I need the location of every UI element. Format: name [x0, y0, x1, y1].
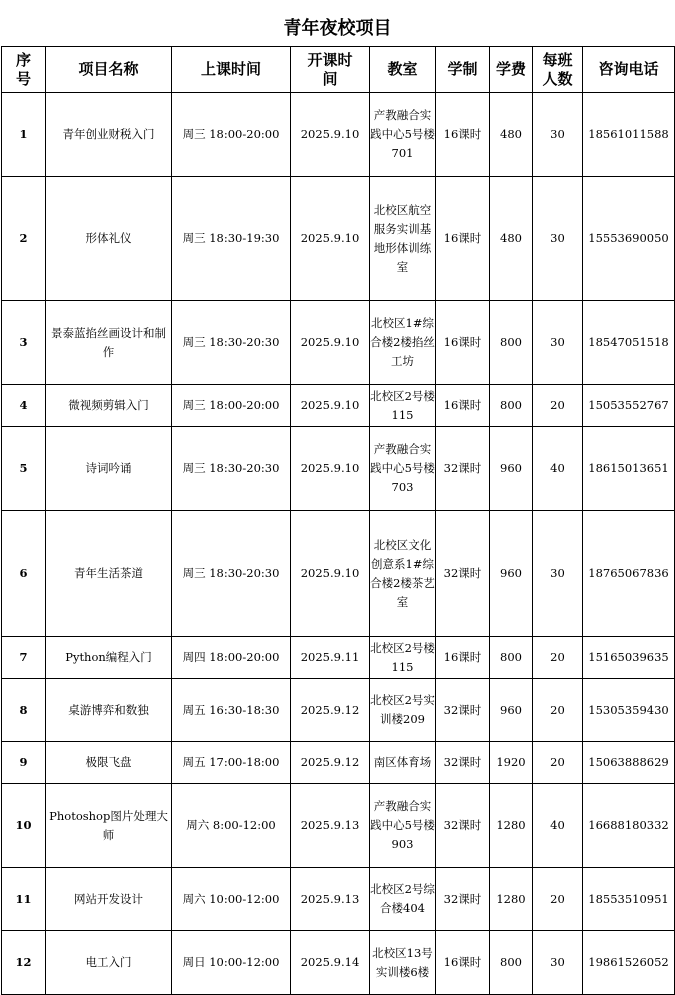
row-number: 3	[2, 301, 46, 385]
contact-phone: 15165039635	[583, 637, 675, 679]
classroom: 北校区文化创意系1#综合楼2楼茶艺室	[370, 511, 436, 637]
contact-phone: 18561011588	[583, 93, 675, 177]
class-size: 20	[533, 385, 583, 427]
tuition-fee: 800	[490, 931, 533, 995]
contact-phone: 15063888629	[583, 742, 675, 784]
classroom: 北校区2号楼115	[370, 385, 436, 427]
course-name: 诗词吟诵	[46, 427, 172, 511]
header-no: 序号	[2, 47, 46, 93]
start-date: 2025.9.14	[291, 931, 370, 995]
row-number: 6	[2, 511, 46, 637]
start-date: 2025.9.10	[291, 385, 370, 427]
classroom: 产教融合实践中心5号楼903	[370, 784, 436, 868]
course-hours: 32课时	[436, 679, 490, 742]
classroom: 北校区1#综合楼2楼掐丝工坊	[370, 301, 436, 385]
course-name: 桌游博弈和数独	[46, 679, 172, 742]
course-hours: 16课时	[436, 93, 490, 177]
row-number: 12	[2, 931, 46, 995]
course-name: 极限飞盘	[46, 742, 172, 784]
class-size: 20	[533, 679, 583, 742]
course-name: 电工入门	[46, 931, 172, 995]
tuition-fee: 960	[490, 511, 533, 637]
class-size: 40	[533, 427, 583, 511]
class-size: 30	[533, 931, 583, 995]
class-size: 20	[533, 742, 583, 784]
start-date: 2025.9.10	[291, 511, 370, 637]
table-row	[2, 784, 675, 868]
contact-phone: 18553510951	[583, 868, 675, 931]
table-row	[2, 511, 675, 637]
classroom: 北校区2号楼115	[370, 637, 436, 679]
class-time: 周三 18:00-20:00	[172, 93, 291, 177]
row-number: 1	[2, 93, 46, 177]
classroom: 产教融合实践中心5号楼703	[370, 427, 436, 511]
class-time: 周六 8:00-12:00	[172, 784, 291, 868]
tuition-fee: 1280	[490, 784, 533, 868]
course-name: 青年生活茶道	[46, 511, 172, 637]
course-hours: 16课时	[436, 385, 490, 427]
table-row	[2, 679, 675, 742]
header-term: 学制	[436, 47, 490, 93]
course-hours: 32课时	[436, 742, 490, 784]
row-number: 10	[2, 784, 46, 868]
table-row	[2, 385, 675, 427]
class-time: 周五 16:30-18:30	[172, 679, 291, 742]
start-date: 2025.9.10	[291, 301, 370, 385]
contact-phone: 18547051518	[583, 301, 675, 385]
table-row	[2, 177, 675, 301]
course-hours: 16课时	[436, 301, 490, 385]
classroom: 北校区2号实训楼209	[370, 679, 436, 742]
contact-phone: 15305359430	[583, 679, 675, 742]
class-time: 周三 18:00-20:00	[172, 385, 291, 427]
class-time: 周日 10:00-12:00	[172, 931, 291, 995]
tuition-fee: 480	[490, 177, 533, 301]
class-time: 周三 18:30-20:30	[172, 427, 291, 511]
contact-phone: 18765067836	[583, 511, 675, 637]
course-name: 青年创业财税入门	[46, 93, 172, 177]
header-room: 教室	[370, 47, 436, 93]
table-row	[2, 637, 675, 679]
start-date: 2025.9.11	[291, 637, 370, 679]
class-size: 30	[533, 511, 583, 637]
course-table	[1, 46, 675, 995]
class-time: 周五 17:00-18:00	[172, 742, 291, 784]
course-name: 形体礼仪	[46, 177, 172, 301]
start-date: 2025.9.12	[291, 679, 370, 742]
classroom: 北校区13号实训楼6楼	[370, 931, 436, 995]
start-date: 2025.9.13	[291, 784, 370, 868]
table-row	[2, 931, 675, 995]
row-number: 11	[2, 868, 46, 931]
tuition-fee: 1920	[490, 742, 533, 784]
class-size: 30	[533, 177, 583, 301]
course-hours: 32课时	[436, 511, 490, 637]
classroom: 产教融合实践中心5号楼701	[370, 93, 436, 177]
start-date: 2025.9.10	[291, 177, 370, 301]
classroom: 南区体育场	[370, 742, 436, 784]
header-size: 每班人数	[533, 47, 583, 93]
header-row	[2, 47, 675, 93]
course-name: 景泰蓝掐丝画设计和制作	[46, 301, 172, 385]
class-time: 周六 10:00-12:00	[172, 868, 291, 931]
course-name: 微视频剪辑入门	[46, 385, 172, 427]
table-row	[2, 301, 675, 385]
start-date: 2025.9.10	[291, 427, 370, 511]
row-number: 9	[2, 742, 46, 784]
tuition-fee: 1280	[490, 868, 533, 931]
page-title: 青年夜校项目	[283, 18, 392, 39]
tuition-fee: 960	[490, 427, 533, 511]
tuition-fee: 800	[490, 385, 533, 427]
header-phone: 咨询电话	[583, 47, 675, 93]
course-name: Python编程入门	[46, 637, 172, 679]
header-fee: 学费	[490, 47, 533, 93]
header-name: 项目名称	[46, 47, 172, 93]
course-hours: 16课时	[436, 177, 490, 301]
start-date: 2025.9.10	[291, 93, 370, 177]
contact-phone: 15553690050	[583, 177, 675, 301]
class-size: 30	[533, 93, 583, 177]
header-start: 开课时间	[291, 47, 370, 93]
start-date: 2025.9.12	[291, 742, 370, 784]
table-row	[2, 93, 675, 177]
class-size: 20	[533, 637, 583, 679]
tuition-fee: 800	[490, 301, 533, 385]
start-date: 2025.9.13	[291, 868, 370, 931]
class-time: 周三 18:30-19:30	[172, 177, 291, 301]
header-time: 上课时间	[172, 47, 291, 93]
tuition-fee: 800	[490, 637, 533, 679]
contact-phone: 16688180332	[583, 784, 675, 868]
class-size: 30	[533, 301, 583, 385]
contact-phone: 15053552767	[583, 385, 675, 427]
class-size: 20	[533, 868, 583, 931]
classroom: 北校区航空服务实训基地形体训练室	[370, 177, 436, 301]
table-row	[2, 742, 675, 784]
course-hours: 32课时	[436, 784, 490, 868]
classroom: 北校区2号综合楼404	[370, 868, 436, 931]
course-hours: 16课时	[436, 931, 490, 995]
course-hours: 16课时	[436, 637, 490, 679]
class-time: 周四 18:00-20:00	[172, 637, 291, 679]
row-number: 5	[2, 427, 46, 511]
row-number: 7	[2, 637, 46, 679]
course-name: 网站开发设计	[46, 868, 172, 931]
tuition-fee: 960	[490, 679, 533, 742]
row-number: 2	[2, 177, 46, 301]
tuition-fee: 480	[490, 93, 533, 177]
class-time: 周三 18:30-20:30	[172, 511, 291, 637]
contact-phone: 19861526052	[583, 931, 675, 995]
table-row	[2, 427, 675, 511]
table-row	[2, 868, 675, 931]
course-name: Photoshop图片处理大师	[46, 784, 172, 868]
class-size: 40	[533, 784, 583, 868]
row-number: 4	[2, 385, 46, 427]
course-hours: 32课时	[436, 427, 490, 511]
contact-phone: 18615013651	[583, 427, 675, 511]
course-hours: 32课时	[436, 868, 490, 931]
row-number: 8	[2, 679, 46, 742]
class-time: 周三 18:30-20:30	[172, 301, 291, 385]
